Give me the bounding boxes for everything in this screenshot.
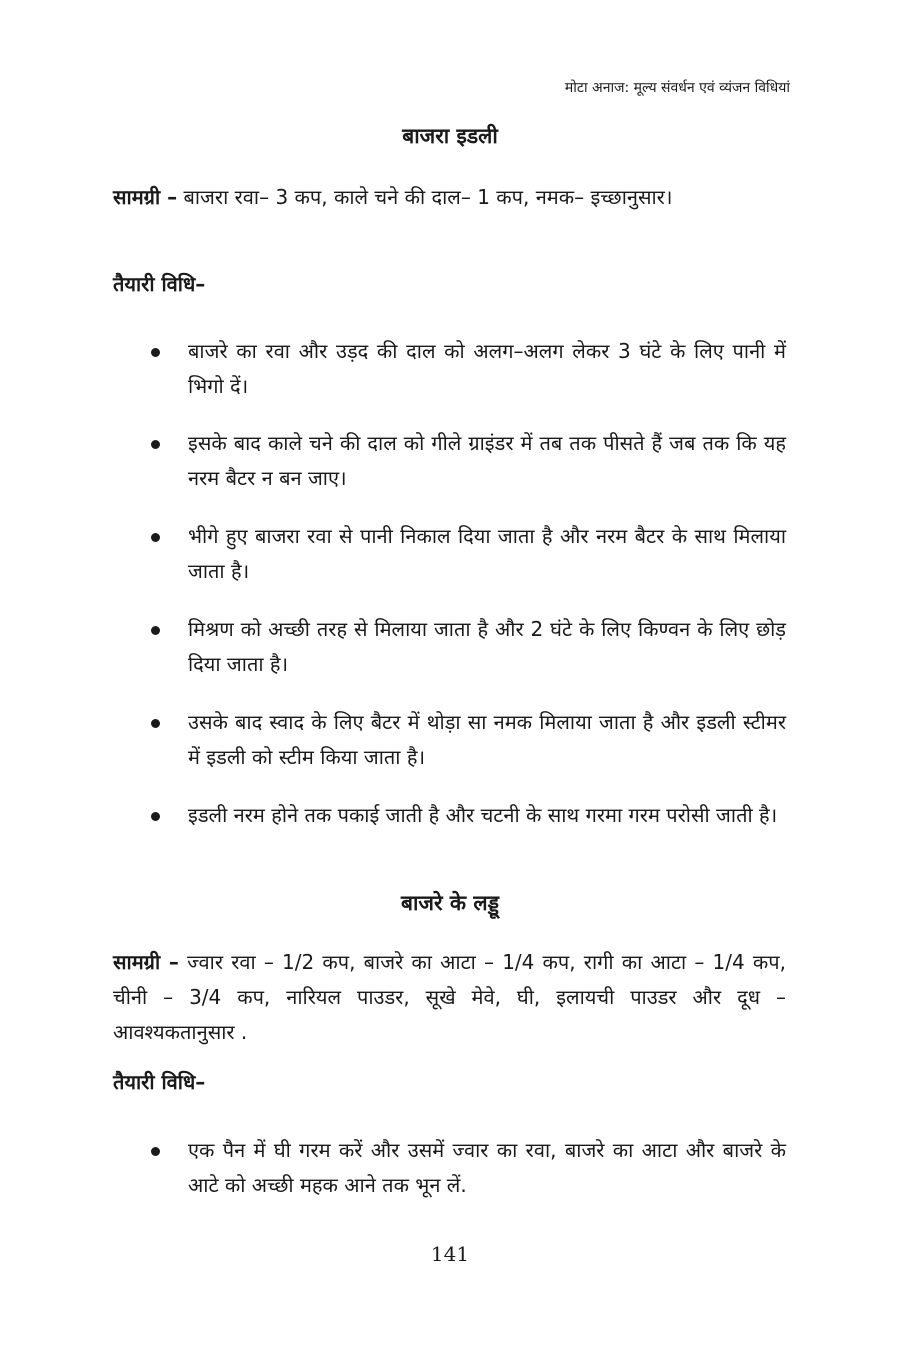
page-number: 141 bbox=[430, 1242, 470, 1266]
ingredients-label: सामग्री – bbox=[113, 950, 179, 974]
step-item bbox=[188, 334, 786, 404]
running-header: मोटा अनाज: मूल्य संवर्धन एवं व्यंजन विधियां bbox=[564, 80, 790, 96]
step-item bbox=[188, 519, 786, 589]
step-item bbox=[188, 612, 786, 682]
bullet-icon bbox=[151, 719, 160, 728]
ingredients-text: ज्वार रवा – 1/2 कप, बाजरे का आटा – 1/4 कप, रागी का आटा – 1/4 कप, चीनी – 3/4 कप, नारियल पाउडर, सूखे मेवे, घी, इलायची पाउडर और दूध – आवश्यकतानुसार . bbox=[113, 950, 786, 1044]
step-text: बाजरे का रवा और उड़द की दाल को अलग–अलग लेकर 3 घंटे के लिए पानी में भिगो दें। bbox=[188, 339, 786, 398]
bullet-icon bbox=[151, 348, 160, 357]
step-item bbox=[188, 705, 786, 775]
recipe-title-bajre-ke-laddu: बाजरे के लड्डू bbox=[401, 891, 499, 915]
step-text: उसके बाद स्वाद के लिए बैटर में थोड़ा सा नमक मिलाया जाता है और इडली स्टीमर में इडली को स्टीम किया जाता है। bbox=[188, 710, 786, 769]
bullet-icon bbox=[151, 440, 160, 449]
step-item bbox=[188, 1133, 786, 1203]
bullet-icon bbox=[151, 1147, 160, 1156]
step-text: इडली नरम होने तक पकाई जाती है और चटनी के साथ गरमा गरम परोसी जाती है। bbox=[188, 803, 778, 827]
step-item bbox=[188, 426, 786, 496]
ingredients-label: सामग्री – bbox=[113, 185, 178, 209]
step-text: भीगे हुए बाजरा रवा से पानी निकाल दिया जाता है और नरम बैटर के साथ मिलाया जाता है। bbox=[188, 524, 786, 583]
method-heading: तैयारी विधि– bbox=[113, 272, 206, 296]
step-text: मिश्रण को अच्छी तरह से मिलाया जाता है और 2 घंटे के लिए किण्वन के लिए छोड़ दिया जाता है। bbox=[188, 617, 786, 676]
recipe-title-bajra-idli: बाजरा इडली bbox=[402, 124, 498, 148]
ingredients-paragraph bbox=[113, 180, 786, 215]
ingredients-text: बाजरा रवा– 3 कप, काले चने की दाल– 1 कप, नमक– इच्छानुसार। bbox=[183, 185, 673, 209]
bullet-icon bbox=[151, 533, 160, 542]
bullet-icon bbox=[151, 626, 160, 635]
step-text: इसके बाद काले चने की दाल को गीले ग्राइंडर में तब तक पीसते हैं जब तक कि यह नरम बैटर न बन जाए। bbox=[188, 431, 786, 490]
bullet-icon bbox=[151, 812, 160, 821]
ingredients-paragraph bbox=[113, 945, 786, 1050]
step-text: एक पैन में घी गरम करें और उसमें ज्वार का रवा, बाजरे का आटा और बाजरे के आटे को अच्छी महक आने तक भून लें. bbox=[188, 1138, 786, 1197]
method-heading: तैयारी विधि– bbox=[113, 1070, 206, 1094]
step-item bbox=[188, 798, 786, 833]
